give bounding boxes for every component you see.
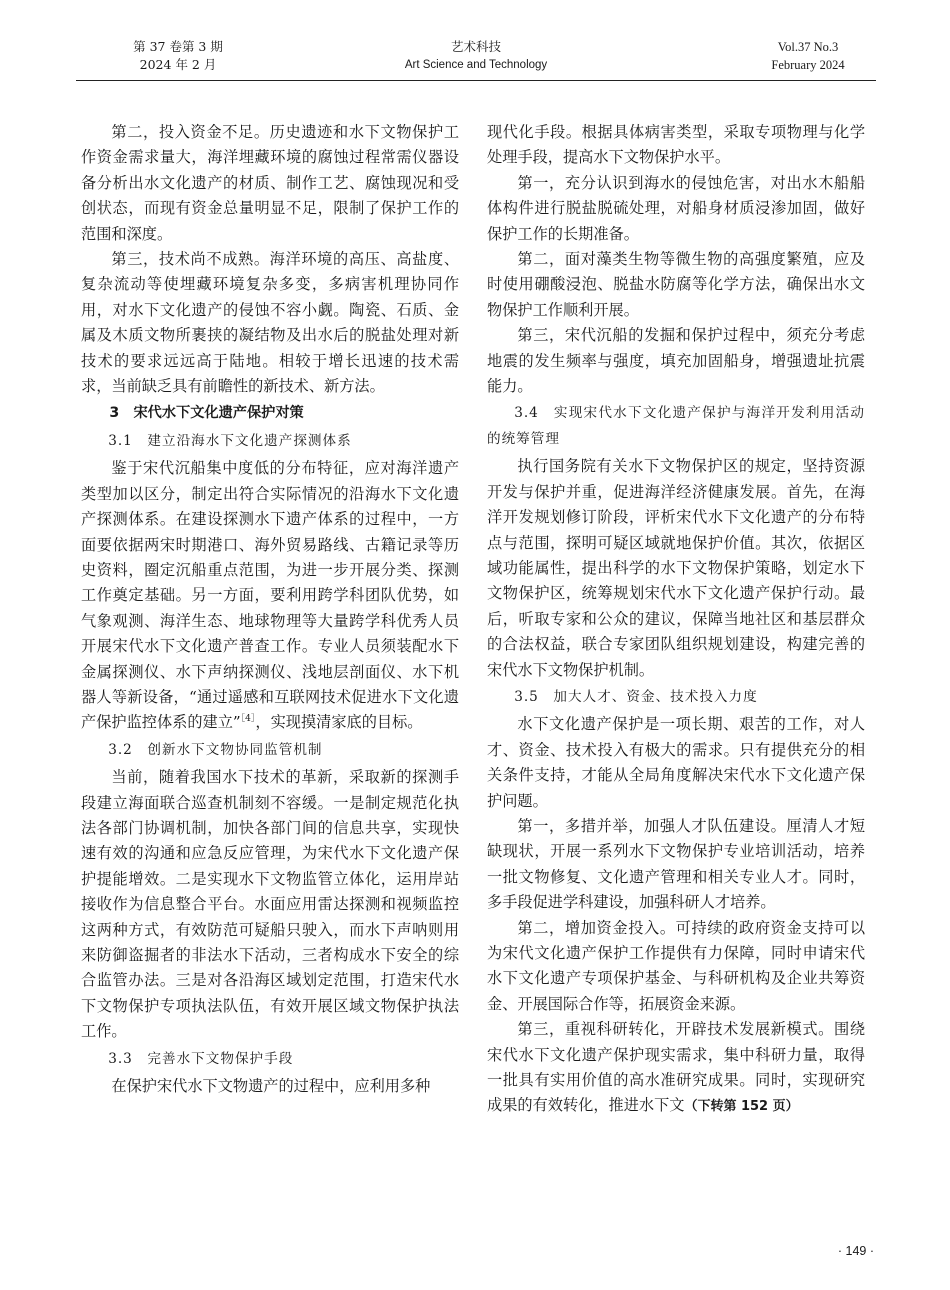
paragraph-text-end: ，实现摸清家底的目标。 [255,713,423,732]
paragraph: 第二，投入资金不足。历史遗迹和水下文物保护工作资金需求量大，海洋埋藏环境的腐蚀过程常需仪器设备分析出水文化遗产的材质、制作工艺、腐蚀现况和受创状态，而现有资金总量明显不足，限制了保护工作的范围和深度。 [81,123,459,243]
paragraph: 第三，技术尚不成熟。海洋环境的高压、高盐度、复杂流动等使埋藏环境复杂多变，多病害机理协同作用，对水下文化遗产的侵蚀不容小觑。陶瓷、石质、金属及木质文物所裹挟的凝结物及出水后的脱盐处理对新技术的要求远远高于陆地。相较于增长迅速的技术需求，当前缺乏具有前瞻性的新技术、新方法。 [81,250,459,396]
paragraph: 当前，随着我国水下技术的革新，采取新的探测手段建立海面联合巡查机制刻不容缓。一是制定规范化执法各部门协调机制，加快各部门间的信息共享，实现快速有效的沟通和应急反应管理，为宋代水下文化遗产保护提能增效。二是实现水下文物监管立体化，运用岸站接收作为信息整合平台。水面应用雷达探测和视频监控这两种方式，有效防范可疑船只驶入，而水下声呐则用来防御盗掘者的非法水下活动，三者构成水下安全的综合监管办法。三是对各沿海区域划定范围，打造宋代水下文物保护专项执法队伍，有效开展区域文物保护执法工作。 [81,768,459,1041]
paragraph: 第一，充分认识到海水的侵蚀危害，对出水木船船体构件进行脱盐脱硫处理，对船身材质浸渗加固，做好保护工作的长期准备。 [487,173,865,243]
paragraph: 第二，增加资金投入。可持续的政府资金支持可以为宋代文化遗产保护工作提供有力保障，同时申请宋代水下文化遗产专项保护基金、与科研机构及企业共筹资金、开展国际合作等，拓展资金来源。 [487,918,865,1013]
volume-issue-en: Vol.37 No.3 [777,40,839,54]
subsection-heading: 3.1 建立沿海水下文化遗产探测体系 [108,432,352,449]
header-rule [76,80,876,81]
paragraph [81,456,459,735]
journal-title-cn: 艺术科技 [450,39,501,54]
subsection-heading: 3.5 加大人才、资金、技术投入力度 [514,688,758,705]
paragraph: 执行国务院有关水下文物保护区的规定，坚持资源开发与保护并重，促进海洋经济健康发展。首先，在海洋开发规划修订阶段，评析宋代水下文化遗产的分布特点与范围，探明可疑区域就地保护价值。其次，依据区域功能属性，提出科学的水下文物保护策略，划定水下文物保护区，统筹规划宋代水下文化遗产保护行动。最后，听取专家和公众的建议，保障当地社区和基层群众的合法权益，联合专家团队组织规划建设，构建完善的宋代水下文物保护机制。 [487,457,865,679]
paragraph: 第三，宋代沉船的发掘和保护过程中，须充分考虑地震的发生频率与强度，填充加固船身，增强遗址抗震能力。 [487,326,865,396]
paragraph: 现代化手段。根据具体病害类型，采取专项物理与化学处理手段，提高水下文物保护水平。 [487,123,865,167]
right-column [487,120,865,1120]
paragraph: 第二，面对藻类生物等微生物的高强度繁殖，应及时使用硼酸浸泡、脱盐水防腐等化学方法，确保出水文物保护工作顺利开展。 [487,250,865,319]
page-header [76,34,876,80]
paragraph: 水下文化遗产保护是一项长期、艰苦的工作，对人才、资金、技术投入有极大的需求。只有提供充分的相关条件支持，才能从全局角度解决宋代水下文化遗产保护问题。 [487,715,865,810]
paragraph-text: 第三，重视科研转化，开辟技术发展新模式。围绕宋代水下文化遗产保护现实需求，集中科研力量，取得一批具有实用价值的高水准研究成果。同时，实现研究成果的有效转化，推进水下文 [487,1020,865,1115]
journal-title [376,38,576,74]
page-number: · 149 · [837,1244,874,1258]
date-cn: 2024 年 2 月 [139,57,217,72]
subsection-heading: 3.4 实现宋代水下文化遗产保护与海洋开发利用活动的统筹管理 [487,405,865,447]
paragraph: 在保护宋代水下文物遗产的过程中，应利用多种 [111,1077,431,1096]
subsection-heading: 3.2 创新水下文物协同监管机制 [108,741,323,758]
volume-issue-cn: 第 37 卷第 3 期 [133,39,223,54]
subsection-heading: 3.3 完善水下文物保护手段 [108,1050,294,1067]
journal-issue-en [748,38,868,74]
paragraph [487,1017,865,1120]
section-heading: 3 宋代水下文化遗产保护对策 [109,405,304,422]
journal-title-en: Art Science and Technology [404,59,548,71]
date-en: February 2024 [771,58,845,72]
journal-issue [118,38,238,74]
paragraph-text: 鉴于宋代沉船集中度低的分布特征，应对海洋遗产类型加以区分，制定出符合实际情况的沿海水下文化遗产探测体系。在建设探测水下遗产体系的过程中，一方面要依据两宋时期港口、海外贸易路线、古籍记录等历史资料，圈定沉船重点范围，为进一步开展分类、探测工作奠定基础。另一方面，要利用跨学科团队优势，如气象观测、海洋生态、地球物理等大量跨学科优秀人员开展宋代水下文化遗产普查工作。专业人员须装配水下金属探测仪、水下声纳探测仪、浅地层剖面仪、水下机器人等新设备，“通过遥感和互联网技术促进水下文化遗产保护监控体系的建立” [81,459,459,732]
citation-ref: ［4］ [240,714,256,725]
paragraph: 第一，多措并举，加强人才队伍建设。厘清人才短缺现状，开展一系列水下文物保护专业培训活动，培养一批文物修复、文化遗产管理和相关专业人才。同时，多手段促进学科建设，加强科研人才培养。 [487,816,865,912]
left-column [81,120,459,1099]
continued-note: （下转第 152 页） [684,1099,799,1115]
